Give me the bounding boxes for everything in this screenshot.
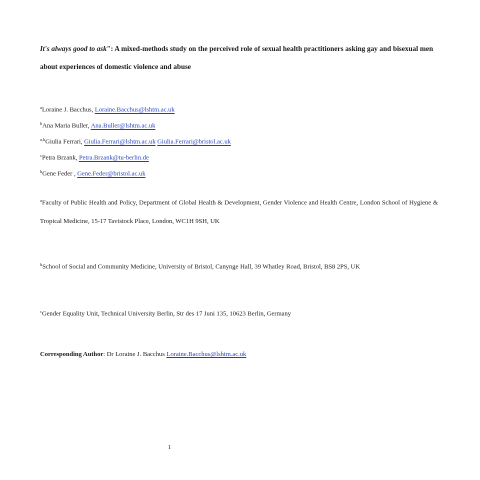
author-email-link[interactable]: Giulia.Ferrari@bristol.ac.uk xyxy=(157,138,231,146)
author-name: Loraine J. Bacchus, xyxy=(41,106,94,114)
author-email-link[interactable]: Gene.Feder@bristol.ac.uk xyxy=(77,170,146,178)
author-superscript: a xyxy=(40,105,42,110)
author-name: Gene Feder , xyxy=(42,170,76,178)
affiliation-text: Gender Equality Unit, Technical University Berlin, Str des 17 Juni 135, 10623 Berlin, Germany xyxy=(41,310,292,318)
affiliation-superscript: c xyxy=(40,309,42,314)
corresponding-name: Dr Loraine J. Bacchus xyxy=(106,351,165,358)
author-line xyxy=(40,167,145,179)
title-italic-quote: It's always good to ask xyxy=(40,45,107,53)
author-line xyxy=(40,119,155,131)
corresponding-label: Corresponding Author xyxy=(40,351,104,358)
title-rest: ": A mixed-methods study on the perceived role of sexual health practitioners asking gay and bisexual men about experiences of domestic violence and abuse xyxy=(40,45,434,71)
page-number: 1 xyxy=(168,444,172,451)
corresponding-separator: : xyxy=(103,351,107,358)
affiliation-text: School of Social and Community Medicine, University of Bristol, Canynge Hall, 39 Whatley Road, Bristol, BS8 2PS, UK xyxy=(42,263,361,271)
author-superscript: a,b xyxy=(40,137,46,142)
author-line xyxy=(40,103,175,115)
author-email-link[interactable]: Loraine.Bacchus@lshtm.ac.uk xyxy=(94,106,175,114)
author-name: Giulia Ferrari, xyxy=(45,138,83,146)
author-line xyxy=(40,135,231,147)
affiliation-text: Faculty of Public Health and Policy, Department of Global Health & Development, Gender Violence and Health Centre, London School of Hygiene & Tropical Medicine, 15-17 Tavistock Place, London, WC1H 9SH, UK xyxy=(40,199,438,225)
author-name: Petra Brzank, xyxy=(41,154,78,162)
affiliation-superscript: a xyxy=(40,198,42,203)
affiliation-paragraph xyxy=(40,256,438,277)
author-email-link[interactable]: Petra.Brzank@tu-berlin.de xyxy=(78,154,149,162)
author-email-link[interactable]: Giulia.Ferrari@lshtm.ac.uk xyxy=(84,138,156,146)
corresponding-email-link[interactable]: Loraine.Bacchus@lshtm.ac.uk xyxy=(166,351,247,358)
author-email-link[interactable]: Ana.Buller@lshtm.ac.uk xyxy=(90,122,156,130)
corresponding-author xyxy=(40,350,246,359)
paper-title xyxy=(40,41,440,76)
author-superscript: b xyxy=(40,121,43,126)
author-line xyxy=(40,151,149,163)
affiliation-paragraph xyxy=(40,303,438,324)
author-superscript: c xyxy=(40,153,42,158)
author-superscript: b xyxy=(40,169,43,174)
affiliation-superscript: b xyxy=(40,262,43,267)
author-name: Ana Maria Buller, xyxy=(42,122,90,130)
affiliation-paragraph xyxy=(40,192,438,231)
